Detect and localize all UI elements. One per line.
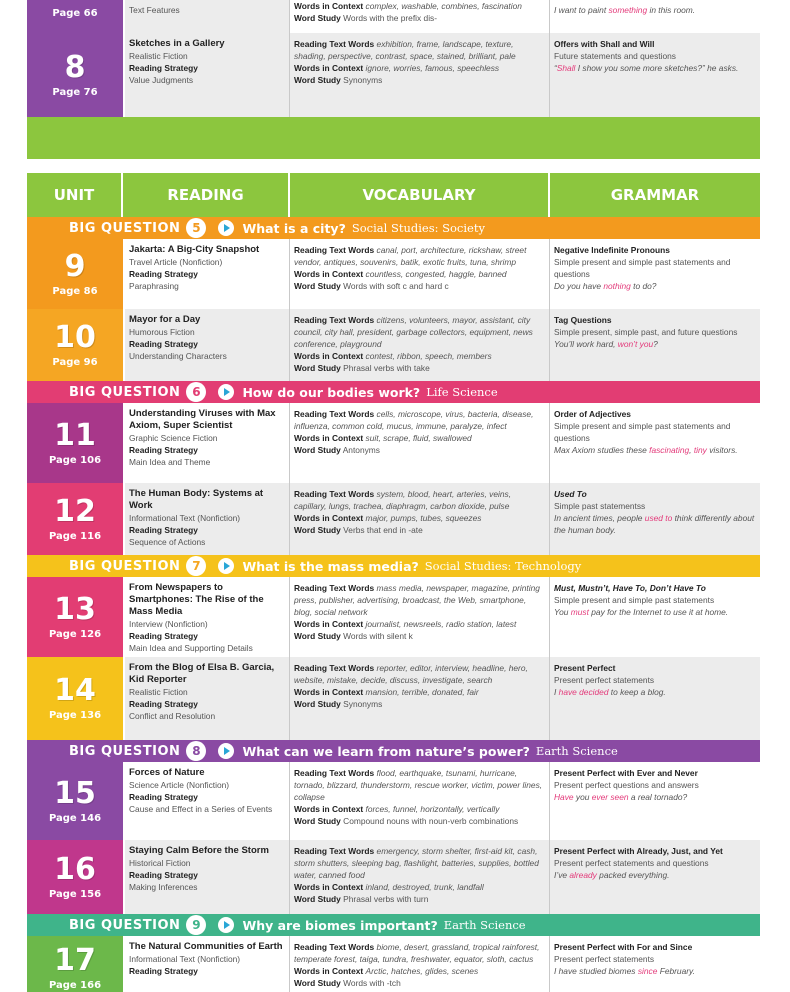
reading-title: Mayor for a Day bbox=[129, 314, 201, 325]
reading-genre: Realistic Fiction bbox=[129, 687, 188, 697]
grammar-example: You’ll work hard, won’t you? bbox=[554, 339, 658, 349]
wic-words: mansion, terrible, donated, fair bbox=[365, 687, 479, 697]
grammar-cell bbox=[550, 239, 760, 309]
ws-words: Synonyms bbox=[343, 699, 383, 709]
wic-label: Words in Context bbox=[294, 433, 364, 443]
reading-strategy: Main Idea and Supporting Details bbox=[129, 643, 253, 653]
vocabulary-cell bbox=[290, 403, 550, 483]
unit-badge bbox=[27, 936, 123, 992]
reading-genre: Travel Article bbox=[129, 257, 178, 267]
reading-strategy-label: Reading Strategy bbox=[129, 445, 198, 455]
unit-row bbox=[27, 577, 760, 657]
grammar-desc: Present perfect statements bbox=[554, 954, 655, 964]
reading-cell bbox=[123, 33, 290, 117]
wic-words: inland, destroyed, trunk, landfall bbox=[365, 882, 484, 892]
vocabulary-cell bbox=[290, 483, 550, 555]
reading-title: The Human Body: Systems at Work bbox=[129, 488, 264, 511]
grammar-cell bbox=[550, 936, 760, 992]
vocabulary-cell bbox=[290, 239, 550, 309]
table-header bbox=[27, 173, 760, 217]
rtw-words: mass media, newspaper, magazine, printing press, publisher, advertising, broadcast, the Web, smartphone, blog, social network bbox=[294, 583, 540, 617]
rtw-label: Reading Text Words bbox=[294, 768, 375, 778]
grammar-cell bbox=[550, 33, 760, 117]
reading-strategy: Text Features bbox=[129, 5, 180, 15]
grammar-title: Present Perfect with For and Since bbox=[554, 942, 693, 952]
wic-words: complex, washable, combines, fascination bbox=[365, 1, 522, 11]
reading-genre: Informational Text bbox=[129, 954, 195, 964]
big-question-label: BIG QUESTION bbox=[69, 220, 181, 236]
reading-title: Staying Calm Before the Storm bbox=[129, 845, 269, 856]
rtw-label: Reading Text Words bbox=[294, 942, 375, 952]
rtw-words: reporter, editor, interview, headline, hero, website, mistake, decide, discuss, investigate, search bbox=[294, 663, 528, 685]
rtw-words: emergency, storm shelter, first-aid kit, cash, storm shutters, sleeping bag, flashlight, batteries, supplies, bottled water, canned food bbox=[294, 846, 539, 880]
header-grammar: GRAMMAR bbox=[610, 186, 700, 204]
big-question-label: BIG QUESTION bbox=[69, 743, 181, 759]
ws-words: Synonyms bbox=[343, 75, 383, 85]
grammar-desc: Present perfect statements bbox=[554, 675, 655, 685]
rtw-label: Reading Text Words bbox=[294, 489, 375, 499]
rtw-words: canal, port, architecture, rickshaw, street vendor, antiques, souvenirs, batik, exotic fruits, tuna, shrimp bbox=[294, 245, 527, 267]
play-icon[interactable] bbox=[218, 917, 234, 933]
reading-strategy-label: Reading Strategy bbox=[129, 63, 198, 73]
unit-number: 13 bbox=[54, 591, 96, 627]
unit-number: 15 bbox=[54, 775, 96, 811]
vocabulary-cell bbox=[290, 33, 550, 117]
unit-page: Page 126 bbox=[48, 628, 102, 640]
reading-genre: Humorous Fiction bbox=[129, 327, 195, 337]
unit-badge bbox=[27, 483, 123, 555]
big-question-banner bbox=[27, 740, 760, 762]
unit-row bbox=[27, 657, 760, 740]
reading-genre-type: (Nonfiction) bbox=[197, 954, 241, 964]
play-icon[interactable] bbox=[218, 743, 234, 759]
big-question-text: What can we learn from nature’s power? bbox=[242, 743, 530, 759]
unit-badge bbox=[27, 577, 123, 657]
reading-cell bbox=[123, 0, 290, 33]
reading-strategy-label: Reading Strategy bbox=[129, 792, 198, 802]
header-vocabulary: VOCABULARY bbox=[290, 173, 550, 217]
reading-strategy: Cause and Effect in a Series of Events bbox=[129, 804, 273, 814]
reading-genre: Interview bbox=[129, 619, 163, 629]
unit-page: Page 86 bbox=[52, 285, 98, 297]
big-question-banner bbox=[27, 381, 760, 403]
reading-strategy-label: Reading Strategy bbox=[129, 966, 198, 976]
reading-title: Forces of Nature bbox=[129, 767, 205, 778]
grammar-desc: Simple present, simple past, and future questions bbox=[554, 327, 738, 337]
rtw-words: exhibition, frame, landscape, texture, shading, perspective, contrast, space, stained, brilliant, pale bbox=[294, 39, 516, 61]
vocabulary-cell bbox=[290, 936, 550, 992]
unit-row bbox=[27, 483, 760, 555]
wic-words: major, pumps, tubes, squeezes bbox=[365, 513, 482, 523]
ws-words: Words with silent k bbox=[343, 631, 413, 641]
grammar-example: I want to paint something in this room. bbox=[554, 5, 696, 15]
grammar-cell bbox=[550, 657, 760, 740]
ws-label: Word Study bbox=[294, 445, 341, 455]
unit-number: 16 bbox=[54, 851, 96, 887]
big-question-text: How do our bodies work? bbox=[242, 384, 421, 400]
ws-label: Word Study bbox=[294, 978, 341, 988]
reading-genre: Realistic Fiction bbox=[129, 51, 188, 61]
reading-strategy-label: Reading Strategy bbox=[129, 870, 198, 880]
vocabulary-cell bbox=[290, 309, 550, 381]
grammar-desc: Simple present and simple past statements and questions bbox=[554, 257, 731, 279]
reading-title: The Natural Communities of Earth bbox=[129, 941, 283, 952]
grammar-cell bbox=[550, 483, 760, 555]
big-question-number: 6 bbox=[186, 382, 206, 402]
ws-label: Word Study bbox=[294, 363, 341, 373]
rtw-label: Reading Text Words bbox=[294, 846, 375, 856]
play-icon[interactable] bbox=[218, 558, 234, 574]
reading-strategy: Conflict and Resolution bbox=[129, 711, 216, 721]
unit-badge bbox=[27, 762, 123, 840]
rtw-label: Reading Text Words bbox=[294, 245, 375, 255]
ws-label: Word Study bbox=[294, 525, 341, 535]
grammar-cell bbox=[550, 840, 760, 914]
unit-badge bbox=[27, 33, 123, 117]
reading-cell bbox=[123, 840, 290, 914]
big-question-subject: Social Studies: Technology bbox=[424, 559, 582, 573]
wic-label: Words in Context bbox=[294, 513, 364, 523]
ws-label: Word Study bbox=[294, 281, 341, 291]
vocabulary-cell bbox=[290, 577, 550, 657]
unit-row-8 bbox=[27, 33, 760, 117]
grammar-cell bbox=[550, 0, 760, 33]
reading-strategy-label: Reading Strategy bbox=[129, 269, 198, 279]
ws-label: Word Study bbox=[294, 75, 341, 85]
rtw-label: Reading Text Words bbox=[294, 315, 375, 325]
reading-title: Sketches in a Gallery bbox=[129, 38, 225, 49]
grammar-desc: Future statements and questions bbox=[554, 51, 676, 61]
unit-page: Page 166 bbox=[48, 979, 102, 991]
rtw-label: Reading Text Words bbox=[294, 409, 375, 419]
grammar-example: I have studied biomes since February. bbox=[554, 966, 695, 976]
grammar-example: Do you have nothing to do? bbox=[554, 281, 657, 291]
unit-row bbox=[27, 762, 760, 840]
unit-page: Page 96 bbox=[52, 356, 98, 368]
grammar-title: Present Perfect bbox=[554, 663, 616, 673]
grammar-example: In ancient times, people used to think differently about the human body. bbox=[554, 513, 755, 535]
big-question-text: Why are biomes important? bbox=[242, 917, 438, 933]
wic-label: Words in Context bbox=[294, 687, 364, 697]
ws-label: Word Study bbox=[294, 816, 341, 826]
reading-cell bbox=[123, 936, 290, 992]
rtw-words: biome, desert, grassland, tropical rainforest, temperate forest, taiga, tundra, freshwater, equator, sloth, cactus bbox=[294, 942, 540, 964]
reading-strategy: Sequence of Actions bbox=[129, 537, 206, 547]
grammar-title: Offers with Shall and Will bbox=[554, 39, 655, 49]
unit-number: 17 bbox=[54, 942, 96, 978]
vocabulary-cell bbox=[290, 840, 550, 914]
grammar-desc: Simple past statementss bbox=[554, 501, 646, 511]
ws-words: Antonyms bbox=[342, 445, 380, 455]
reading-genre: Graphic Science Fiction bbox=[129, 433, 218, 443]
reading-genre: Science Article bbox=[129, 780, 184, 790]
reading-title: From Newspapers to Smartphones: The Rise of the Mass Media bbox=[129, 582, 264, 617]
big-question-subject: Social Studies: Society bbox=[351, 221, 485, 235]
ws-words: Verbs that end in -ate bbox=[343, 525, 423, 535]
big-question-label: BIG QUESTION bbox=[69, 384, 181, 400]
big-question-label: BIG QUESTION bbox=[69, 558, 181, 574]
grammar-cell bbox=[550, 309, 760, 381]
wic-words: contest, ribbon, speech, members bbox=[365, 351, 492, 361]
reading-cell bbox=[123, 309, 290, 381]
reading-cell bbox=[123, 577, 290, 657]
big-question-subject: Earth Science bbox=[443, 918, 526, 932]
big-question-number: 5 bbox=[186, 218, 206, 238]
grammar-title: Tag Questions bbox=[554, 315, 612, 325]
wic-words: countless, congested, haggle, banned bbox=[365, 269, 507, 279]
grammar-example: I have decided to keep a blog. bbox=[554, 687, 666, 697]
rtw-words: system, blood, heart, arteries, veins, capillary, lungs, trachea, diaphragm, carbon dioxide, pulse bbox=[294, 489, 512, 511]
unit-row bbox=[27, 840, 760, 914]
unit-page: Page 156 bbox=[48, 888, 102, 900]
grammar-example: “Shall I show you some more sketches?” he asks. bbox=[554, 63, 739, 73]
header-reading: READING bbox=[123, 173, 290, 217]
rtw-words: citizens, volunteers, mayor, assistant, city council, city hall, president, garbage collectors, equipment, news conference, playground bbox=[294, 315, 533, 349]
unit-page: Page 106 bbox=[48, 454, 102, 466]
unit-number: 8 bbox=[64, 49, 86, 85]
reading-strategy: Making Inferences bbox=[129, 882, 198, 892]
wic-label: Words in Context bbox=[294, 269, 364, 279]
ws-words: Phrasal verbs with turn bbox=[343, 894, 429, 904]
reading-genre-type: (Nonfiction) bbox=[179, 257, 223, 267]
play-icon[interactable] bbox=[218, 220, 234, 236]
reading-strategy-label: Reading Strategy bbox=[129, 631, 198, 641]
unit-row bbox=[27, 239, 760, 309]
ws-words: Words with the prefix dis- bbox=[343, 13, 438, 23]
grammar-title: Used To bbox=[554, 489, 587, 499]
reading-cell bbox=[123, 657, 290, 740]
wic-label: Words in Context bbox=[294, 351, 364, 361]
grammar-example: I’ve already packed everything. bbox=[554, 870, 670, 880]
wic-label: Words in Context bbox=[294, 882, 364, 892]
reading-genre-type: (Nonfiction) bbox=[186, 780, 230, 790]
reading-genre-type: (Nonfiction) bbox=[164, 619, 208, 629]
grammar-title: Must, Mustn’t, Have To, Don’t Have To bbox=[554, 583, 706, 593]
rtw-words: flood, earthquake, tsunami, hurricane, tornado, blizzard, thunderstorm, rescue worker, victim, power lines, collapse bbox=[294, 768, 543, 802]
big-question-number: 7 bbox=[186, 556, 206, 576]
big-question-banner bbox=[27, 217, 760, 239]
grammar-title: Present Perfect with Ever and Never bbox=[554, 768, 698, 778]
reading-genre: Informational Text bbox=[129, 513, 195, 523]
wic-label: Words in Context bbox=[294, 966, 364, 976]
ws-label: Word Study bbox=[294, 894, 341, 904]
unit-number: 9 bbox=[64, 248, 86, 284]
ws-words: Words with soft c and hard c bbox=[343, 281, 449, 291]
reading-strategy: Main Idea and Theme bbox=[129, 457, 211, 467]
wic-words: forces, funnel, horizontally, vertically bbox=[365, 804, 500, 814]
ws-words: Compound nouns with noun-verb combinations bbox=[343, 816, 519, 826]
unit-row bbox=[27, 403, 760, 483]
wic-words: ignore, worries, famous, speechless bbox=[365, 63, 500, 73]
big-question-label: BIG QUESTION bbox=[69, 917, 181, 933]
grammar-title: Negative Indefinite Pronouns bbox=[554, 245, 670, 255]
grammar-desc: Simple present and simple past statements and questions bbox=[554, 421, 731, 443]
unit-badge bbox=[27, 657, 123, 740]
grammar-example: You must pay for the Internet to use it at home. bbox=[554, 607, 729, 617]
green-footer-band bbox=[27, 117, 760, 159]
unit-badge bbox=[27, 403, 123, 483]
reading-strategy-label: Reading Strategy bbox=[129, 339, 198, 349]
ws-label: Word Study bbox=[294, 631, 341, 641]
unit-page: Page 136 bbox=[48, 710, 102, 721]
wic-label: Words in Context bbox=[294, 619, 364, 629]
grammar-desc: Present perfect questions and answers bbox=[554, 780, 699, 790]
unit-page: Page 116 bbox=[48, 530, 102, 542]
unit-badge bbox=[27, 840, 123, 914]
grammar-example: Max Axiom studies these fascinating, tiny visitors. bbox=[554, 445, 738, 455]
big-question-subject: Life Science bbox=[426, 385, 498, 399]
ws-words: Words with -tch bbox=[343, 978, 401, 988]
grammar-cell bbox=[550, 403, 760, 483]
reading-strategy: Value Judgments bbox=[129, 75, 194, 85]
unit-badge bbox=[27, 309, 123, 381]
vocabulary-cell bbox=[290, 762, 550, 840]
reading-cell bbox=[123, 403, 290, 483]
big-question-subject: Earth Science bbox=[535, 744, 618, 758]
unit-number: 11 bbox=[54, 417, 96, 453]
wic-words: suit, scrape, fluid, swallowed bbox=[365, 433, 472, 443]
reading-strategy: Paraphrasing bbox=[129, 281, 179, 291]
unit-row bbox=[27, 309, 760, 381]
reading-title: Understanding Viruses with Max Axiom, Super Scientist bbox=[129, 408, 276, 431]
ws-label: Word Study bbox=[294, 699, 341, 709]
unit-number: 12 bbox=[54, 493, 96, 529]
vocabulary-cell bbox=[290, 657, 550, 740]
unit-page: Page 76 bbox=[52, 86, 98, 98]
grammar-title: Order of Adjectives bbox=[554, 409, 631, 419]
unit-number: 10 bbox=[54, 319, 96, 355]
big-question-banner bbox=[27, 914, 760, 936]
big-question-number: 8 bbox=[186, 741, 206, 761]
reading-strategy: Understanding Characters bbox=[129, 351, 227, 361]
rtw-words: cells, microscope, virus, bacteria, disease, influenza, common cold, mucus, immune, paralyze, infect bbox=[294, 409, 534, 431]
unit-badge bbox=[27, 239, 123, 309]
big-question-text: What is the mass media? bbox=[242, 558, 419, 574]
grammar-title: Present Perfect with Already, Just, and Yet bbox=[554, 846, 723, 856]
reading-cell bbox=[123, 239, 290, 309]
unit-page: Page 146 bbox=[48, 812, 102, 824]
play-icon[interactable] bbox=[218, 384, 234, 400]
grammar-cell bbox=[550, 577, 760, 657]
reading-genre: Historical Fiction bbox=[129, 858, 191, 868]
big-question-banner bbox=[27, 555, 760, 577]
grammar-desc: Present perfect statements and questions bbox=[554, 858, 709, 868]
wic-words: journalist, newsreels, radio station, latest bbox=[365, 619, 517, 629]
big-question-text: What is a city? bbox=[242, 220, 346, 236]
rtw-label: Reading Text Words bbox=[294, 583, 375, 593]
wic-words: Arctic, hatches, glides, scenes bbox=[365, 966, 479, 976]
grammar-example: Have you ever seen a real tornado? bbox=[554, 792, 688, 802]
wic-label: Words in Context bbox=[294, 1, 364, 11]
reading-cell bbox=[123, 483, 290, 555]
grammar-desc: Simple present and simple past statements bbox=[554, 595, 715, 605]
unit-badge bbox=[27, 0, 123, 33]
reading-title: From the Blog of Elsa B. Garcia, Kid Reporter bbox=[129, 662, 275, 685]
grammar-cell bbox=[550, 762, 760, 840]
vocabulary-cell bbox=[290, 0, 550, 33]
unit-number: 14 bbox=[54, 673, 96, 708]
reading-title: Jakarta: A Big-City Snapshot bbox=[129, 244, 260, 255]
big-question-number: 9 bbox=[186, 915, 206, 935]
rtw-label: Reading Text Words bbox=[294, 39, 375, 49]
unit-page: Page 66 bbox=[52, 8, 98, 19]
unit-row bbox=[27, 936, 760, 992]
wic-label: Words in Context bbox=[294, 804, 364, 814]
header-unit: UNIT bbox=[27, 173, 123, 217]
unit-row-7 bbox=[27, 0, 760, 33]
ws-words: Phrasal verbs with take bbox=[343, 363, 430, 373]
reading-genre-type: (Nonfiction) bbox=[197, 513, 241, 523]
ws-label: Word Study bbox=[294, 13, 341, 23]
reading-strategy-label: Reading Strategy bbox=[129, 525, 198, 535]
reading-cell bbox=[123, 762, 290, 840]
wic-label: Words in Context bbox=[294, 63, 364, 73]
reading-strategy-label: Reading Strategy bbox=[129, 699, 198, 709]
rtw-label: Reading Text Words bbox=[294, 663, 375, 673]
